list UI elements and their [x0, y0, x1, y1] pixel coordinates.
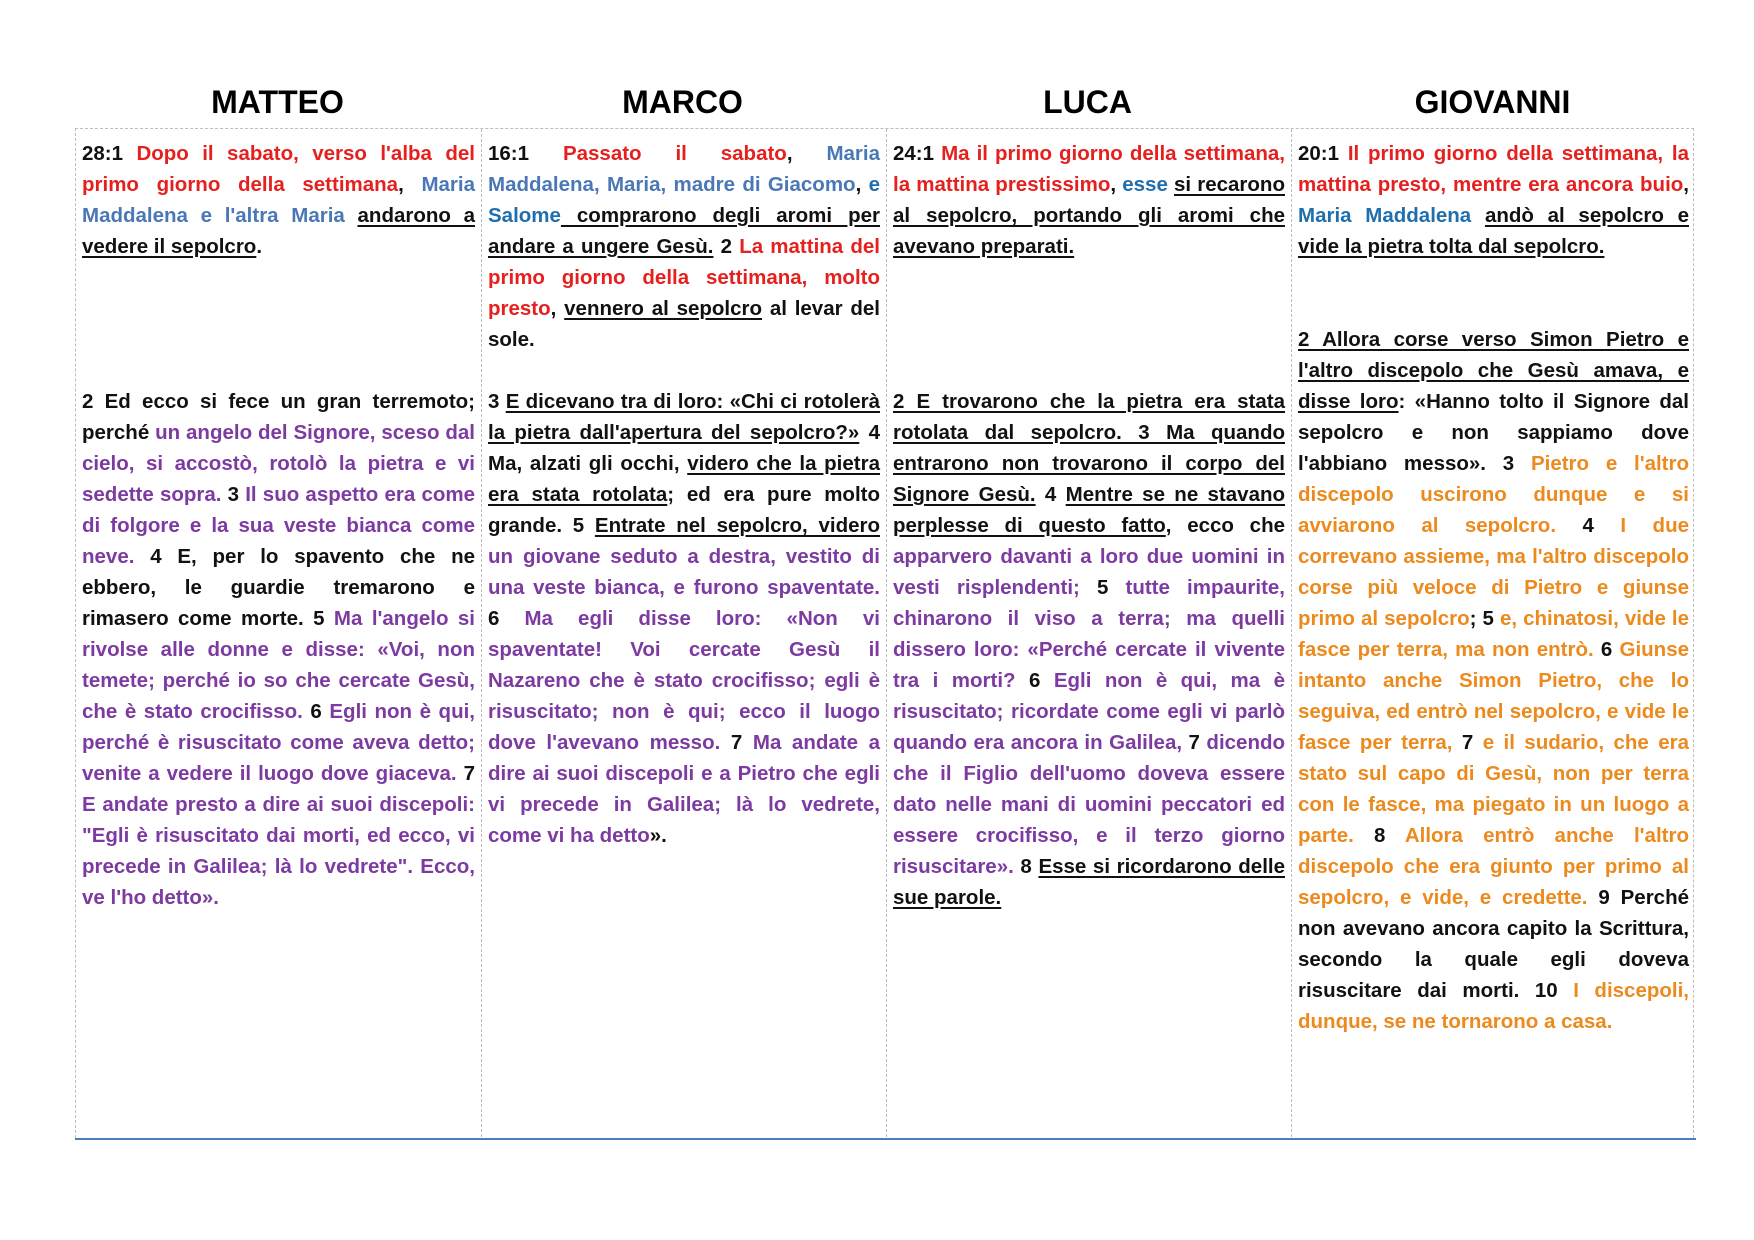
verse-text-segment: andarono a vedere il sepolcro: [82, 204, 475, 258]
verse-text-segment: Ma il primo giorno della settimana, la mattina prestissimo: [893, 142, 1285, 196]
verse-text-segment: ,: [1110, 173, 1123, 196]
verse-text-segment: 7: [720, 731, 753, 754]
verse-text-segment: 6: [302, 700, 330, 723]
verse-text-segment: ; 5: [1469, 607, 1500, 630]
verse-text-segment: al levar del sole.: [488, 297, 880, 351]
header-marco: MARCO: [622, 84, 743, 120]
column-headers: [75, 72, 1696, 132]
verse-text-segment: Passato il sabato: [562, 142, 787, 165]
column-matteo: [76, 129, 481, 1137]
verse-text-segment: Giunse intanto anche Simon Pietro, che lo seguiva, ed entrò nel sepolcro, e vide le fasce per terra,: [1298, 638, 1690, 754]
verse-text-segment: e il sudario, che era stato sul capo di Gesù, non per terra con le fasce, ma piegato in un luogo a parte.: [1298, 731, 1689, 847]
matteo-section-1: [82, 138, 475, 262]
verse-text-segment: 8: [1013, 855, 1039, 878]
verse-text-segment: La mattina del primo giorno della settimana, molto presto: [488, 235, 880, 320]
verse-text-segment: esse: [1122, 173, 1168, 196]
column-luca: [886, 129, 1291, 1137]
verse-text-segment: Ma andate a dire ai suoi discepoli e a Pietro che egli vi precede in Galilea; là lo vedrete, come vi ha detto: [488, 731, 880, 847]
luca-section-1: [893, 138, 1285, 262]
verse-text-segment: 7: [1452, 731, 1483, 754]
verse-text-segment: 9 Perché non avevano ancora capito la Scrittura, secondo la quale egli doveva risuscitare dai morti. 10: [1298, 886, 1689, 1002]
verse-text-segment: Maria Maddalena e l'altra Maria: [82, 173, 475, 227]
matteo-section-2: [82, 386, 475, 913]
verse-text-segment: ; ed era pure molto grande. 5: [488, 483, 881, 537]
verse-text-segment: Esse si ricordarono delle sue parole.: [893, 855, 1285, 909]
verse-text-segment: apparvero davanti a loro due uomini in vesti risplendenti;: [893, 545, 1285, 599]
marco-section-1: [488, 138, 880, 355]
verse-text-segment: Ma l'angelo si rivolse alle donne e disse: «Voi, non temete; perché io so che cercate Gesù, che è stato crocifisso.: [82, 607, 475, 723]
verse-text-segment: Il primo giorno della settimana, la mattina presto, mentre era ancora buio: [1298, 142, 1689, 196]
marco-section-2: [488, 386, 880, 851]
verse-text-segment: 2 Allora corse verso Simon Pietro e l'altro discepolo che Gesù amava, e disse loro: [1298, 328, 1689, 413]
verse-text-segment: e Salome: [488, 173, 880, 227]
giovanni-section-2: [1298, 324, 1689, 1037]
column-giovanni: [1291, 129, 1695, 1137]
verse-text-segment: ».: [649, 824, 667, 847]
verse-text-segment: I due correvano assieme, ma l'altro discepolo corse più veloce di Pietro e giunse primo al sepolcro: [1298, 514, 1689, 630]
verse-text-segment: Mentre se ne stavano perplesse di questo fatto: [893, 483, 1286, 537]
verse-text-segment: E andate presto a dire ai suoi discepoli: "Egli è risuscitato dai morti, ed ecco, vi precede in Galilea; là lo vedrete". Ecco, ve l'ho detto».: [82, 793, 475, 909]
header-giovanni: GIOVANNI: [1414, 84, 1571, 120]
verse-text-segment: dicendo che il Figlio dell'uomo doveva essere dato nelle mani di uomini peccatori ed essere crocifisso, e il terzo giorno risuscitare».: [893, 731, 1286, 878]
verse-text-segment: 16:1: [488, 142, 563, 165]
verse-text-segment: 4 E, per lo spavento che ne ebbero, le guardie tremarono e rimasero come morte. 5: [82, 545, 475, 630]
verse-text-segment: ,: [398, 173, 422, 196]
verse-text-segment: 2 Ed ecco si fece un gran terremoto; perché: [82, 390, 475, 444]
verse-text-segment: Maria Maddalena: [1298, 204, 1472, 227]
verse-text-segment: Egli non è qui, perché è risuscitato come aveva detto; venite a vedere il luogo dove giaceva.: [82, 700, 475, 785]
verse-text-segment: 6: [488, 607, 525, 630]
luca-section-2: [893, 386, 1285, 913]
verse-text-segment: 8: [1353, 824, 1405, 847]
verse-text-segment: 6: [1015, 669, 1054, 692]
verse-text-segment: si recarono al sepolcro, portando gli aromi che avevano preparati.: [893, 173, 1285, 258]
verse-text-segment: E dicevano tra di loro: «Chi ci rotolerà la pietra dall'apertura del sepolcro?»: [488, 390, 880, 444]
verse-text-segment: un giovane seduto a destra, vestito di una veste bianca, e furono spaventate.: [488, 545, 880, 599]
verse-text-segment: ,: [550, 297, 565, 320]
verse-text-segment: Il suo aspetto era come di folgore e la sua veste bianca come neve.: [82, 483, 475, 568]
verse-text-segment: Egli non è qui, ma è risuscitato; ricordate come egli vi parlò quando era ancora in Galilea,: [893, 669, 1285, 754]
verse-text-segment: tutte impaurite, chinarono il viso a terra; ma quelli dissero loro: «Perché cercate il vivente tra i morti?: [893, 576, 1285, 692]
verse-text-segment: ,: [1683, 173, 1689, 196]
verse-text-segment: 4: [1556, 514, 1621, 537]
verse-text-segment: : «Hanno tolto il Signore dal sepolcro e non sappiamo dove l'abbiano messo». 3: [1298, 390, 1689, 475]
giovanni-section-1: [1298, 138, 1689, 262]
verse-text-segment: 24:1: [893, 142, 942, 165]
verse-text-segment: 4 Ma, alzati gli occhi,: [488, 421, 880, 475]
verse-text-segment: I discepoli, dunque, se ne tornarono a casa.: [1298, 979, 1689, 1033]
verse-text-segment: Allora entrò anche l'altro discepolo che era giunto per primo al sepolcro, e vide, e credette.: [1298, 824, 1689, 909]
verse-text-segment: 7: [1182, 731, 1207, 754]
verse-text-segment: , ecco che: [1165, 514, 1285, 537]
verse-text-segment: Entrate nel sepolcro, videro: [594, 514, 880, 537]
verse-text-segment: andò al sepolcro e vide la pietra tolta dal sepolcro.: [1298, 204, 1689, 258]
verse-text-segment: 3: [488, 390, 506, 413]
verse-text-segment: 6: [1593, 638, 1620, 661]
verse-text-segment: 3: [221, 483, 246, 506]
verse-text-segment: comprarono degli aromi per andare a ungere Gesù.: [488, 204, 880, 258]
verse-text-segment: [1471, 204, 1485, 227]
header-matteo: MATTEO: [211, 84, 344, 120]
verse-text-segment: ,: [786, 142, 827, 165]
verse-text-segment: Maria Maddalena, Maria, madre di Giacomo: [488, 142, 880, 196]
verse-text-segment: Ma egli disse loro: «Non vi spaventate! Voi cercate Gesù il Nazareno che è stato crocifisso; egli è risuscitato; non è qui; ecco il luogo dove l'avevano messo.: [488, 607, 880, 754]
verse-text-segment: Pietro e l'altro discepolo uscirono dunque e si avviarono al sepolcro.: [1298, 452, 1689, 537]
verse-text-segment: e, chinatosi, vide le fasce per terra, ma non entrò.: [1298, 607, 1689, 661]
verse-text-segment: 28:1: [82, 142, 137, 165]
verse-text-segment: ,: [855, 173, 869, 196]
verse-text-segment: 7: [456, 762, 475, 785]
verse-text-segment: Dopo il sabato, verso l'alba del primo giorno della settimana: [82, 142, 475, 196]
table-bottom-rule: [75, 1138, 1696, 1140]
verse-text-segment: videro che la pietra era stata rotolata: [488, 452, 880, 506]
verse-text-segment: 20:1: [1298, 142, 1348, 165]
verse-text-segment: vennero al sepolcro: [564, 297, 763, 320]
column-marco: [481, 129, 886, 1137]
verse-text-segment: 2 E trovarono che la pietra era stata rotolata dal sepolcro. 3 Ma quando entrarono non trovarono il corpo del Signore Gesù.: [893, 390, 1285, 506]
verse-text-segment: .: [256, 235, 263, 258]
verse-text-segment: un angelo del Signore, sceso dal cielo, si accostò, rotolò la pietra e vi sedette sopra.: [82, 421, 475, 506]
synoptic-table: [75, 128, 1694, 1138]
verse-text-segment: 5: [1079, 576, 1126, 599]
header-luca: LUCA: [1043, 84, 1132, 120]
verse-text-segment: 2: [713, 235, 740, 258]
verse-text-segment: 4: [1035, 483, 1066, 506]
